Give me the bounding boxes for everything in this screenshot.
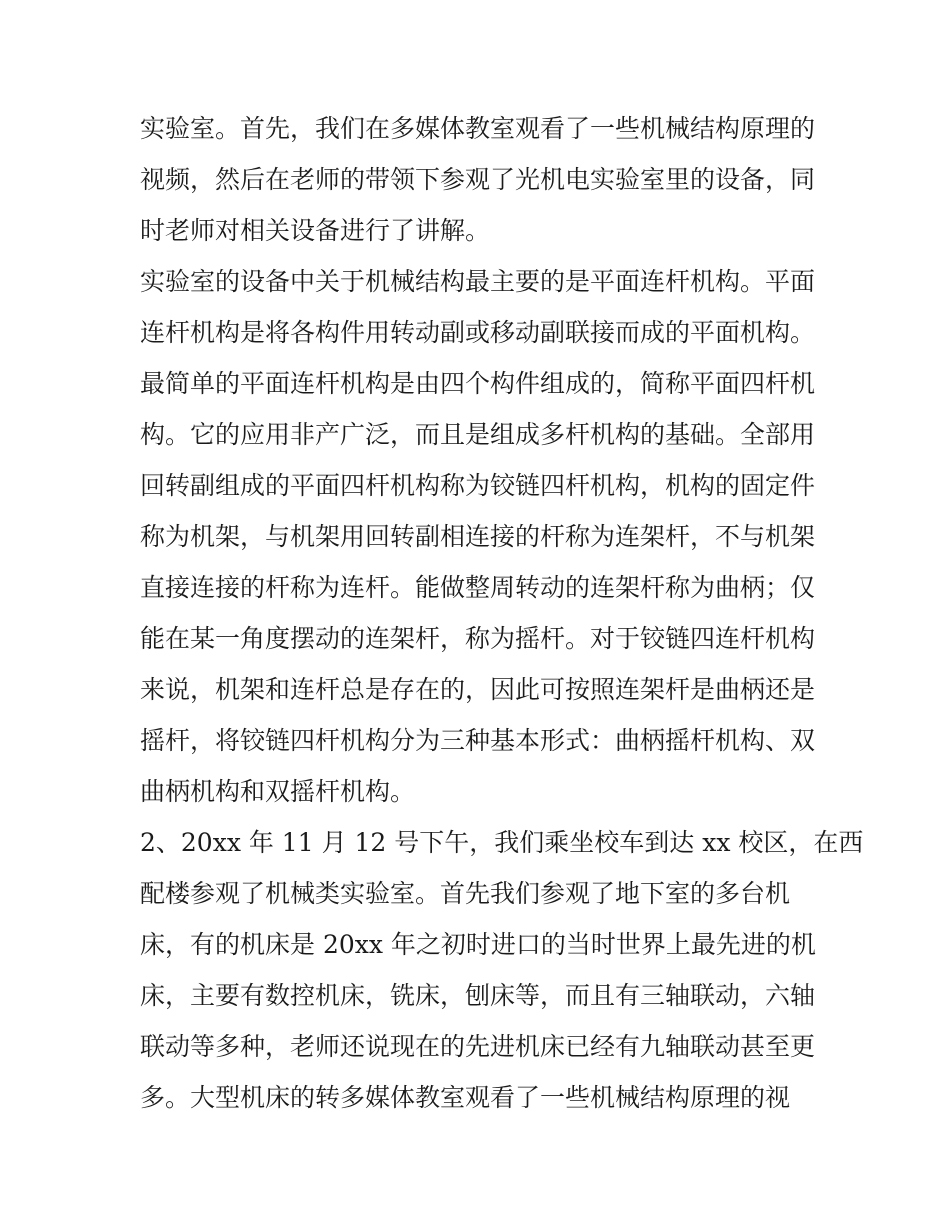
text-line: 回转副组成的平面四杆机构称为铰链四杆机构，机构的固定件 — [140, 471, 816, 500]
text-line: 多。大型机床的转多媒体教室观看了一些机械结构原理的视 — [140, 1083, 791, 1112]
text-line: 2、20xx 年 11 月 12 号下午，我们乘坐校车到达 xx 校区，在西 — [140, 828, 864, 857]
text-line: 连杆机构是将各构件用转动副或移动副联接而成的平面机构。 — [140, 318, 816, 347]
text-line: 最简单的平面连杆机构是由四个构件组成的，简称平面四杆机 — [140, 369, 816, 398]
text-line: 床，有的机床是 20xx 年之初时进口的当时世界上最先进的机 — [140, 930, 816, 959]
text-line: 床，主要有数控机床，铣床，刨床等，而且有三轴联动，六轴 — [140, 981, 816, 1010]
text-line: 时老师对相关设备进行了讲解。 — [140, 216, 491, 245]
text-line: 摇杆，将铰链四杆机构分为三种基本形式：曲柄摇杆机构、双 — [140, 726, 816, 755]
text-line: 曲柄机构和双摇杆机构。 — [140, 777, 416, 806]
text-line: 来说，机架和连杆总是存在的，因此可按照连架杆是曲柄还是 — [140, 675, 816, 704]
body-text — [140, 103, 864, 1123]
text-line: 联动等多种，老师还说现在的先进机床已经有九轴联动甚至更 — [140, 1032, 816, 1061]
text-line: 视频，然后在老师的带领下参观了光机电实验室里的设备，同 — [140, 165, 816, 194]
text-line: 实验室。首先，我们在多媒体教室观看了一些机械结构原理的 — [140, 114, 816, 143]
text-line: 构。它的应用非产广泛，而且是组成多杆机构的基础。全部用 — [140, 420, 816, 449]
text-line: 实验室的设备中关于机械结构最主要的是平面连杆机构。平面 — [140, 267, 816, 296]
text-line: 配楼参观了机械类实验室。首先我们参观了地下室的多台机 — [140, 879, 791, 908]
text-line: 能在某一角度摆动的连架杆，称为摇杆。对于铰链四连杆机构 — [140, 624, 816, 653]
text-line: 直接连接的杆称为连杆。能做整周转动的连架杆称为曲柄；仅 — [140, 573, 816, 602]
text-line: 称为机架，与机架用回转副相连接的杆称为连架杆，不与机架 — [140, 522, 816, 551]
